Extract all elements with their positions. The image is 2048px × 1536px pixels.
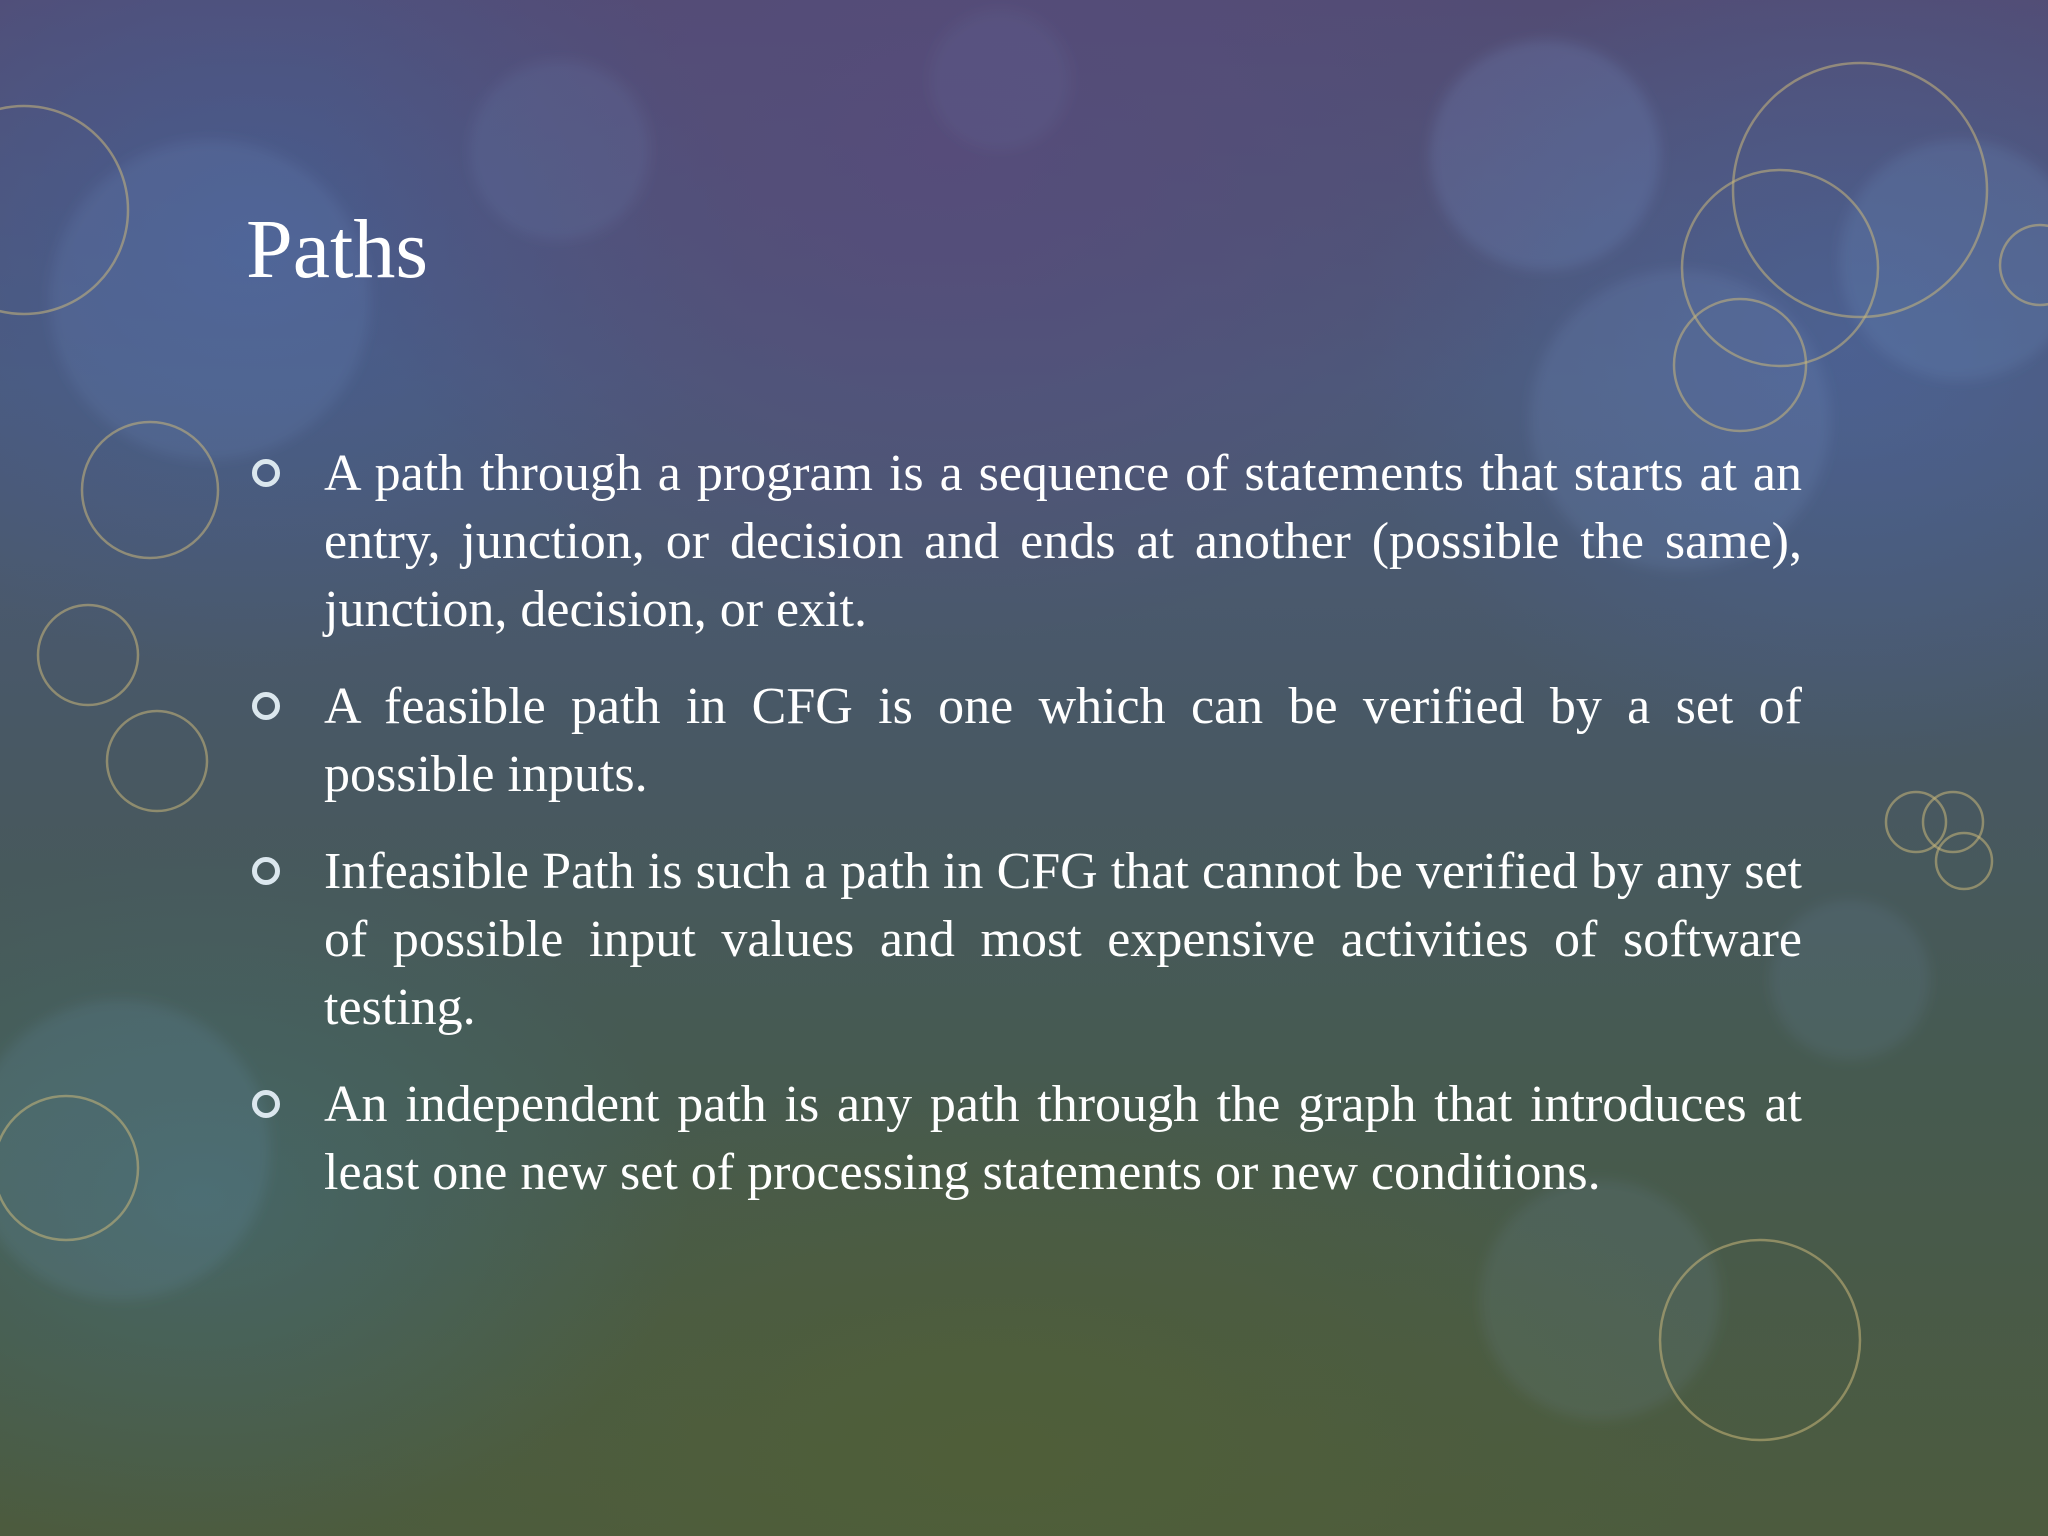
hollow-circle-icon xyxy=(252,857,280,885)
bullet-text: A path through a program is a sequence of statements that starts at an entry, junction, or decision and ends at another (possible the same), junction, decision, or exit. xyxy=(324,445,1802,638)
hollow-circle-icon xyxy=(252,692,280,720)
bullet-list xyxy=(250,440,1802,1236)
bullet-text: An independent path is any path through the graph that introduces at least one new set of processing statements or new conditions. xyxy=(324,1076,1802,1201)
bullet-item xyxy=(250,440,1802,644)
bullet-item xyxy=(250,1071,1802,1207)
bullet-item xyxy=(250,673,1802,809)
bullet-text: A feasible path in CFG is one which can be verified by a set of possible inputs. xyxy=(324,678,1802,803)
hollow-circle-icon xyxy=(252,1090,280,1118)
hollow-circle-icon xyxy=(252,459,280,487)
bullet-text: Infeasible Path is such a path in CFG that cannot be verified by any set of possible input values and most expensive activities of software testing. xyxy=(324,843,1802,1036)
bullet-item xyxy=(250,838,1802,1042)
slide-title: Paths xyxy=(246,203,429,296)
